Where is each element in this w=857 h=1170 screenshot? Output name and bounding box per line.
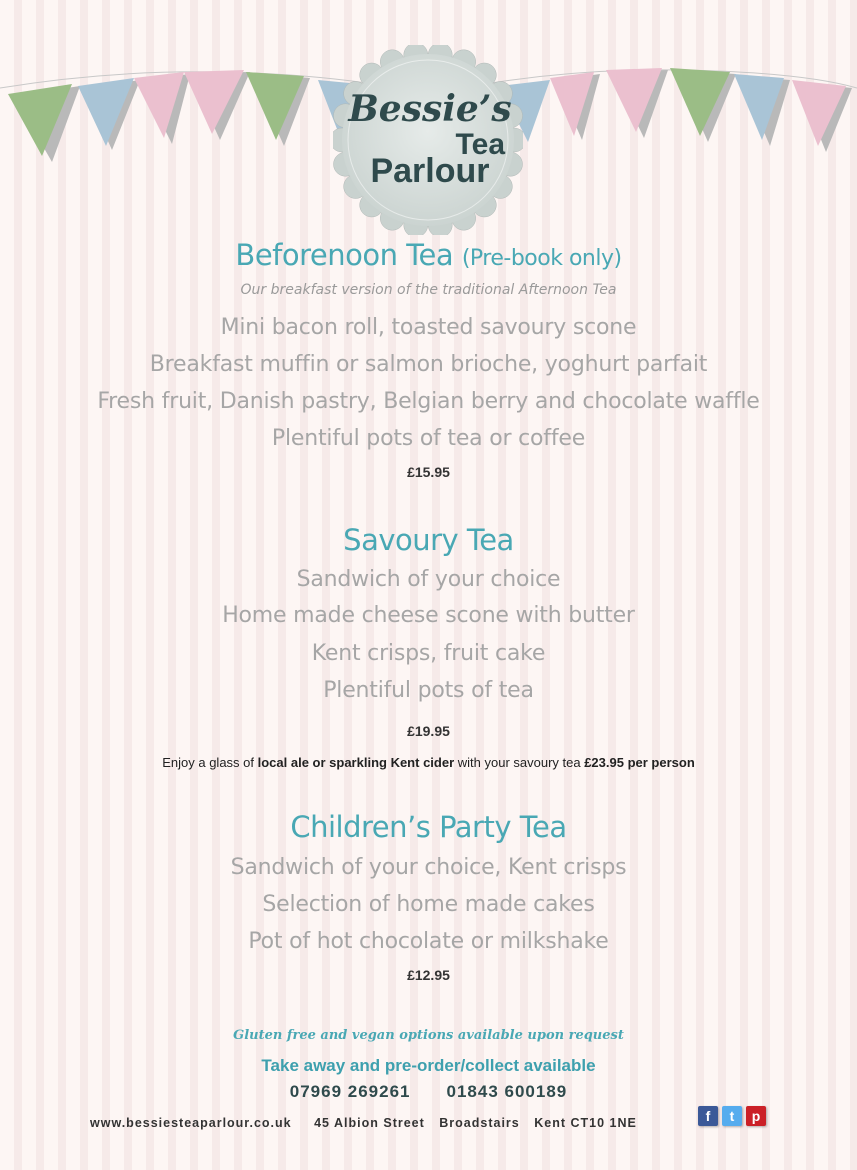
phone-numbers	[0, 1082, 857, 1102]
menu-item: Plentiful pots of tea or coffee	[271, 426, 586, 451]
promo-price: £23.95 per person	[584, 755, 695, 770]
promo-text: with your savoury tea	[454, 755, 585, 770]
menu-item: Mini bacon roll, toasted savoury scone	[220, 315, 637, 340]
address-street: 45 Albion Street	[314, 1116, 425, 1130]
bunting-flags-right	[500, 68, 852, 152]
promo-highlight: local ale or sparkling Kent cider	[257, 755, 455, 770]
logo-bessies: Bessie’s	[348, 88, 512, 130]
beforenoon-note: (Pre-book only)	[461, 246, 622, 271]
pinterest-icon[interactable]: p	[746, 1106, 766, 1126]
menu-item: Sandwich of your choice, Kent crisps	[230, 855, 627, 880]
menu-item: Selection of home made cakes	[262, 892, 595, 917]
footer	[90, 1116, 655, 1130]
address-postcode: Kent CT10 1NE	[534, 1116, 637, 1130]
menu-item: Sandwich of your choice	[296, 567, 561, 592]
menu-item: Plentiful pots of tea	[323, 678, 534, 703]
beforenoon-title: Beforenoon Tea	[235, 238, 454, 272]
childrens-title: Children’s Party Tea	[290, 810, 567, 844]
menu-item: Breakfast muffin or salmon brioche, yoghurt parfait	[149, 352, 708, 377]
promo-text: Enjoy a glass of	[162, 755, 258, 770]
menu-item: Kent crisps, fruit cake	[311, 641, 546, 666]
logo-tea: Tea	[455, 128, 505, 161]
savoury-price: £19.95	[407, 723, 450, 739]
dietary-note: Gluten free and vegan options available upon request	[233, 1028, 624, 1043]
menu-item: Home made cheese scone with butter	[222, 603, 635, 628]
phone-2[interactable]: 01843 600189	[446, 1082, 568, 1101]
twitter-icon[interactable]: t	[722, 1106, 742, 1126]
address-town: Broadstairs	[439, 1116, 520, 1130]
facebook-icon[interactable]: f	[698, 1106, 718, 1126]
bunting-flags-left	[8, 70, 360, 162]
takeaway-note: Take away and pre-order/collect available	[261, 1056, 596, 1075]
logo-parlour: Parlour	[370, 152, 490, 190]
menu-item: Fresh fruit, Danish pastry, Belgian berry and chocolate waffle	[97, 389, 760, 414]
savoury-promo	[0, 755, 857, 770]
menu-item: Pot of hot chocolate or milkshake	[248, 929, 609, 954]
savoury-title: Savoury Tea	[343, 523, 514, 557]
beforenoon-subtitle: Our breakfast version of the traditional Afternoon Tea	[240, 282, 617, 298]
childrens-price: £12.95	[407, 967, 450, 983]
beforenoon-heading	[0, 238, 857, 272]
website-link[interactable]: www.bessiesteaparlour.co.uk	[90, 1116, 292, 1130]
beforenoon-price: £15.95	[407, 464, 450, 480]
phone-1[interactable]: 07969 269261	[289, 1082, 411, 1101]
